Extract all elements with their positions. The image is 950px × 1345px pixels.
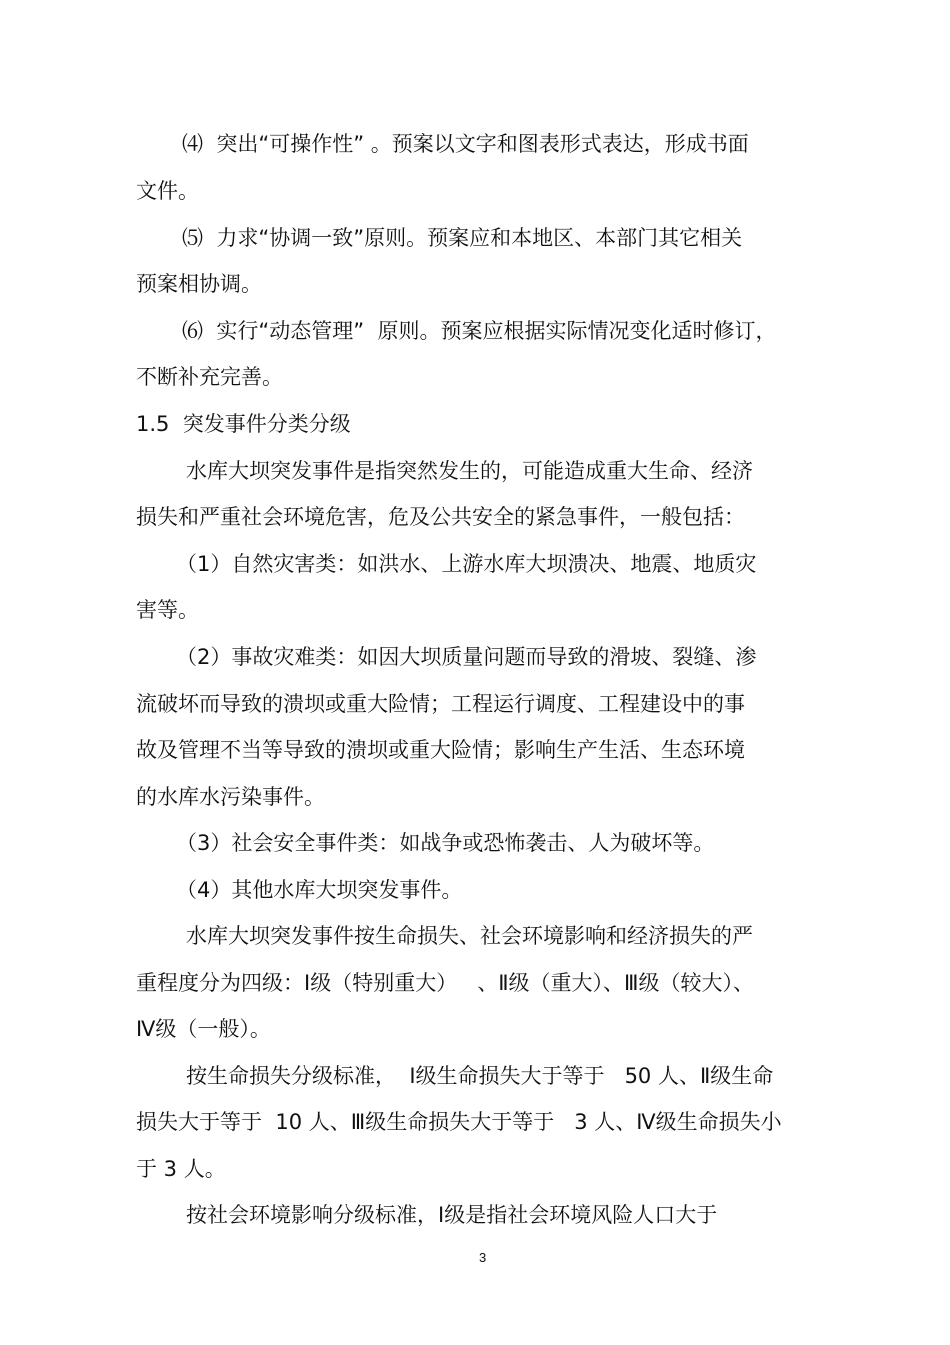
text-line: （1）自然灾害类：如洪水、上游水库大坝溃决、地震、地质灾 [176, 552, 757, 576]
text-line: 水库大坝突发事件按生命损失、社会环境影响和经济损失的严 [186, 924, 753, 948]
text-line: ⑷ 突出“可操作性” 。预案以文字和图表形式表达，形成书面 [182, 132, 749, 156]
text-line: ⑹ 实行“动态管理” 原则。预案应根据实际情况变化适时修订， [182, 319, 777, 343]
text-line: 流破坏而导致的溃坝或重大险情；工程运行调度、工程建设中的事 [136, 692, 745, 716]
text-line: 重程度分为四级：Ⅰ级（特别重大） 、Ⅱ级（重大）、Ⅲ级（较大）、 [136, 971, 755, 995]
text-line: 故及管理不当等导致的溃坝或重大险情；影响生产生活、生态环境 [136, 738, 745, 762]
text-line: Ⅳ级（一般）。 [136, 1017, 271, 1041]
text-line: 损失大于等于 10 人、Ⅲ级生命损失大于等于 3 人、Ⅳ级生命损失小 [136, 1110, 782, 1134]
text-line: ⑸ 力求“协调一致”原则。预案应和本地区、本部门其它相关 [182, 226, 743, 250]
section-heading: 1.5 突发事件分类分级 [136, 412, 351, 436]
text-line: 损失和严重社会环境危害，危及公共安全的紧急事件，一般包括： [136, 505, 745, 529]
text-line: （4）其他水库大坝突发事件。 [176, 878, 463, 902]
text-line: 预案相协调。 [136, 272, 262, 296]
page-number: 3 [479, 1250, 487, 1265]
text-line: 按生命损失分级标准， Ⅰ级生命损失大于等于 50 人、Ⅱ级生命 [186, 1064, 774, 1088]
text-line: （2）事故灾难类：如因大坝质量问题而导致的滑坡、裂缝、渗 [176, 645, 757, 669]
text-line: 不断补充完善。 [136, 365, 283, 389]
text-line: 的水库水污染事件。 [136, 785, 325, 809]
text-line: 按社会环境影响分级标准，Ⅰ级是指社会环境风险人口大于 [186, 1203, 718, 1227]
text-line: 于 3 人。 [136, 1157, 226, 1181]
text-line: （3）社会安全事件类：如战争或恐怖袭击、人为破坏等。 [176, 831, 715, 855]
text-line: 文件。 [136, 179, 199, 203]
text-line: 水库大坝突发事件是指突然发生的，可能造成重大生命、经济 [186, 459, 753, 483]
text-line: 害等。 [136, 598, 199, 622]
